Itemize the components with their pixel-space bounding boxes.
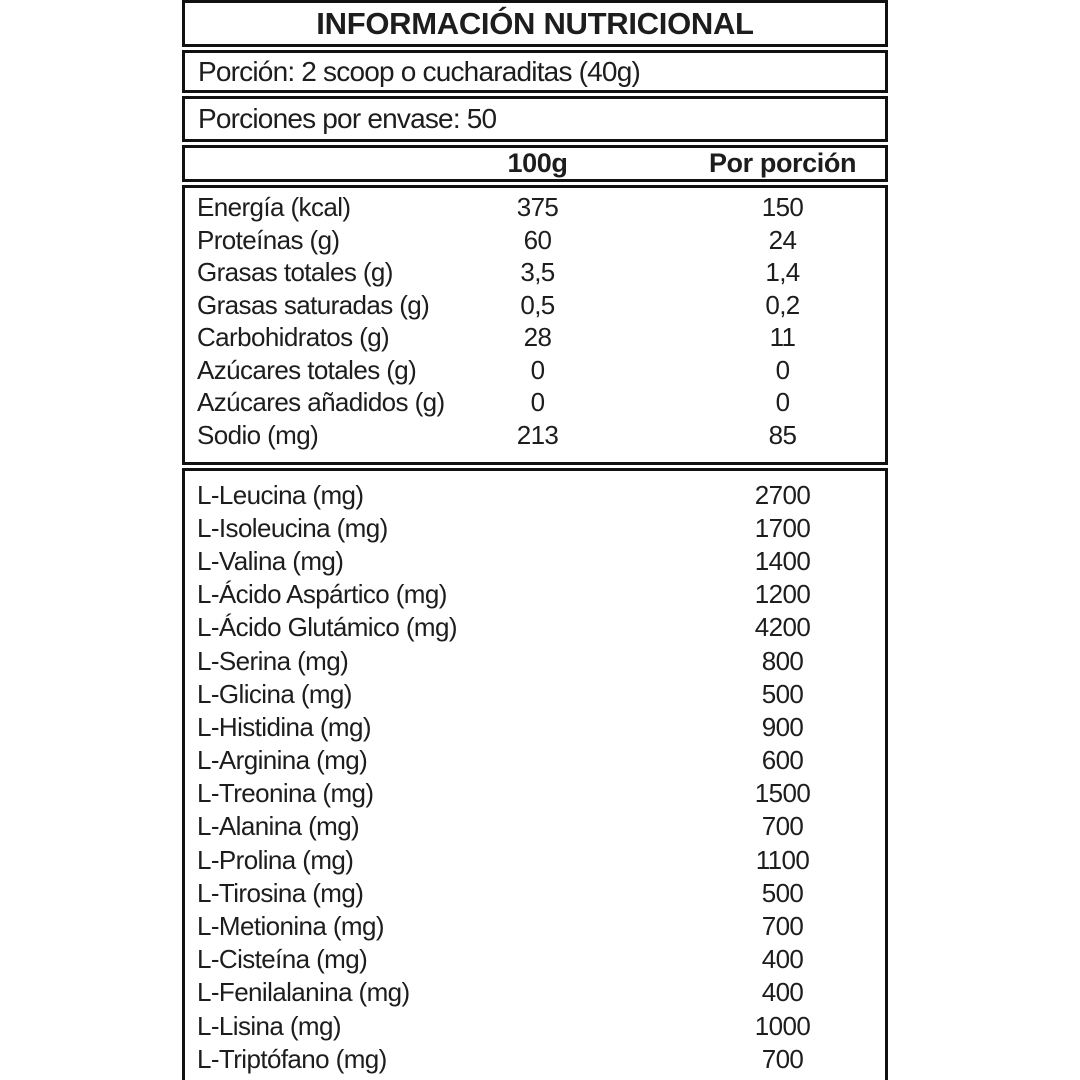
amino-acid-value-portion: 700 bbox=[761, 1043, 804, 1074]
nutrient-value-portion: 0 bbox=[775, 387, 790, 418]
amino-acid-value-portion: 1700 bbox=[754, 512, 811, 543]
amino-acid-value-portion: 1400 bbox=[754, 545, 811, 576]
amino-acid-row bbox=[185, 943, 885, 976]
nutrient-label: Azúcares totales (g) bbox=[197, 354, 417, 385]
nutrient-value-portion: 11 bbox=[769, 322, 796, 353]
nutrient-value-100g: 28 bbox=[523, 322, 552, 353]
amino-acid-label: L-Cisteína (mg) bbox=[197, 944, 368, 975]
amino-acid-value-portion: 900 bbox=[761, 711, 804, 742]
servings-per-container-box bbox=[182, 96, 888, 142]
amino-acid-label: L-Treonina (mg) bbox=[197, 778, 374, 809]
nutrient-value-100g: 60 bbox=[523, 224, 552, 255]
amino-acid-row bbox=[185, 611, 885, 644]
amino-acid-label: L-Ácido Aspártico (mg) bbox=[197, 579, 447, 610]
amino-acid-label: L-Metionina (mg) bbox=[197, 911, 384, 942]
nutrient-value-100g: 0,5 bbox=[520, 289, 555, 320]
nutrient-row bbox=[185, 419, 885, 452]
amino-acid-row bbox=[185, 544, 885, 577]
amino-acid-value-portion: 700 bbox=[761, 911, 804, 942]
nutrition-label bbox=[182, 0, 888, 1080]
amino-acid-label: L-Alanina (mg) bbox=[197, 811, 360, 842]
amino-acid-label: L-Prolina (mg) bbox=[197, 844, 354, 875]
nutrients-table bbox=[182, 185, 888, 465]
amino-acid-value-portion: 2700 bbox=[754, 479, 811, 510]
nutrient-label: Sodio (mg) bbox=[197, 419, 319, 450]
amino-acid-row bbox=[185, 478, 885, 511]
amino-acid-label: L-Valina (mg) bbox=[197, 545, 344, 576]
column-header-100g: 100g bbox=[507, 148, 568, 178]
amino-acid-value-portion: 1000 bbox=[754, 1010, 811, 1041]
nutrient-label: Azúcares añadidos (g) bbox=[197, 387, 445, 418]
nutrient-value-portion: 85 bbox=[768, 419, 797, 450]
nutrient-label: Grasas totales (g) bbox=[197, 257, 393, 288]
column-header-box bbox=[182, 145, 888, 182]
nutrient-value-100g: 0 bbox=[530, 387, 545, 418]
column-header-row bbox=[185, 150, 885, 177]
nutrient-value-portion: 24 bbox=[768, 224, 797, 255]
nutrient-label: Grasas saturadas (g) bbox=[197, 289, 430, 320]
nutrient-row bbox=[185, 321, 885, 354]
nutrient-value-100g: 0 bbox=[530, 354, 545, 385]
amino-acid-value-portion: 1500 bbox=[754, 778, 811, 809]
amino-acid-row bbox=[185, 810, 885, 843]
amino-acid-value-portion: 500 bbox=[761, 678, 804, 709]
amino-acid-label: L-Tirosina (mg) bbox=[197, 877, 364, 908]
nutrient-value-100g: 3,5 bbox=[520, 257, 555, 288]
amino-acid-row bbox=[185, 744, 885, 777]
nutrient-row bbox=[185, 354, 885, 387]
nutrient-row bbox=[185, 224, 885, 257]
nutrient-value-100g: 375 bbox=[516, 192, 559, 223]
amino-acid-label: L-Arginina (mg) bbox=[197, 745, 368, 776]
amino-acid-label: L-Triptófano (mg) bbox=[197, 1043, 387, 1074]
nutrient-value-portion: 0 bbox=[775, 354, 790, 385]
amino-acids-table bbox=[182, 468, 888, 1080]
amino-acid-row bbox=[185, 909, 885, 942]
serving-size-text: Porción: 2 scoop o cucharaditas (40g) bbox=[198, 55, 640, 87]
page-title: INFORMACIÓN NUTRICIONAL bbox=[316, 5, 754, 41]
serving-size-box bbox=[182, 50, 888, 93]
amino-acid-row bbox=[185, 578, 885, 611]
nutrient-row bbox=[185, 386, 885, 419]
amino-acid-row bbox=[185, 843, 885, 876]
amino-acid-row bbox=[185, 677, 885, 710]
amino-acid-row bbox=[185, 1042, 885, 1075]
amino-acid-row bbox=[185, 511, 885, 544]
amino-acid-value-portion: 800 bbox=[761, 645, 804, 676]
amino-acid-row bbox=[185, 1009, 885, 1042]
servings-per-container-text: Porciones por envase: 50 bbox=[198, 103, 497, 134]
amino-acid-value-portion: 400 bbox=[761, 944, 804, 975]
amino-acid-label: L-Lisina (mg) bbox=[197, 1010, 341, 1041]
nutrient-label: Proteínas (g) bbox=[197, 224, 340, 255]
amino-acid-label: L-Histidina (mg) bbox=[197, 711, 371, 742]
amino-acid-row bbox=[185, 976, 885, 1009]
amino-acid-label: L-Leucina (mg) bbox=[197, 479, 364, 510]
amino-acid-row bbox=[185, 644, 885, 677]
title-box bbox=[182, 0, 888, 47]
amino-acid-label: L-Glicina (mg) bbox=[197, 678, 352, 709]
amino-acid-label: L-Isoleucina (mg) bbox=[197, 512, 388, 543]
amino-acid-label: L-Fenilalanina (mg) bbox=[197, 977, 410, 1008]
nutrient-value-portion: 150 bbox=[761, 192, 804, 223]
amino-acid-value-portion: 500 bbox=[761, 877, 804, 908]
amino-acid-value-portion: 400 bbox=[761, 977, 804, 1008]
amino-acid-row bbox=[185, 710, 885, 743]
amino-acid-value-portion: 700 bbox=[761, 811, 804, 842]
nutrient-row bbox=[185, 191, 885, 224]
nutrient-row bbox=[185, 256, 885, 289]
amino-acids-rows-container bbox=[185, 478, 885, 1075]
nutrient-label: Carbohidratos (g) bbox=[197, 322, 390, 353]
amino-acid-label: L-Serina (mg) bbox=[197, 645, 349, 676]
nutrient-value-portion: 1,4 bbox=[765, 257, 800, 288]
nutrient-value-100g: 213 bbox=[516, 419, 559, 450]
amino-acid-value-portion: 4200 bbox=[754, 612, 811, 643]
amino-acid-value-portion: 600 bbox=[761, 745, 804, 776]
nutrient-row bbox=[185, 289, 885, 322]
nutrient-value-portion: 0,2 bbox=[765, 289, 800, 320]
amino-acid-value-portion: 1200 bbox=[754, 579, 811, 610]
amino-acid-row bbox=[185, 876, 885, 909]
column-header-portion: Por porción bbox=[708, 148, 857, 178]
amino-acid-label: L-Ácido Glutámico (mg) bbox=[197, 612, 457, 643]
amino-acid-value-portion: 1100 bbox=[755, 844, 810, 875]
nutrient-label: Energía (kcal) bbox=[197, 192, 351, 223]
nutrients-rows-container bbox=[185, 191, 885, 451]
amino-acid-row bbox=[185, 777, 885, 810]
